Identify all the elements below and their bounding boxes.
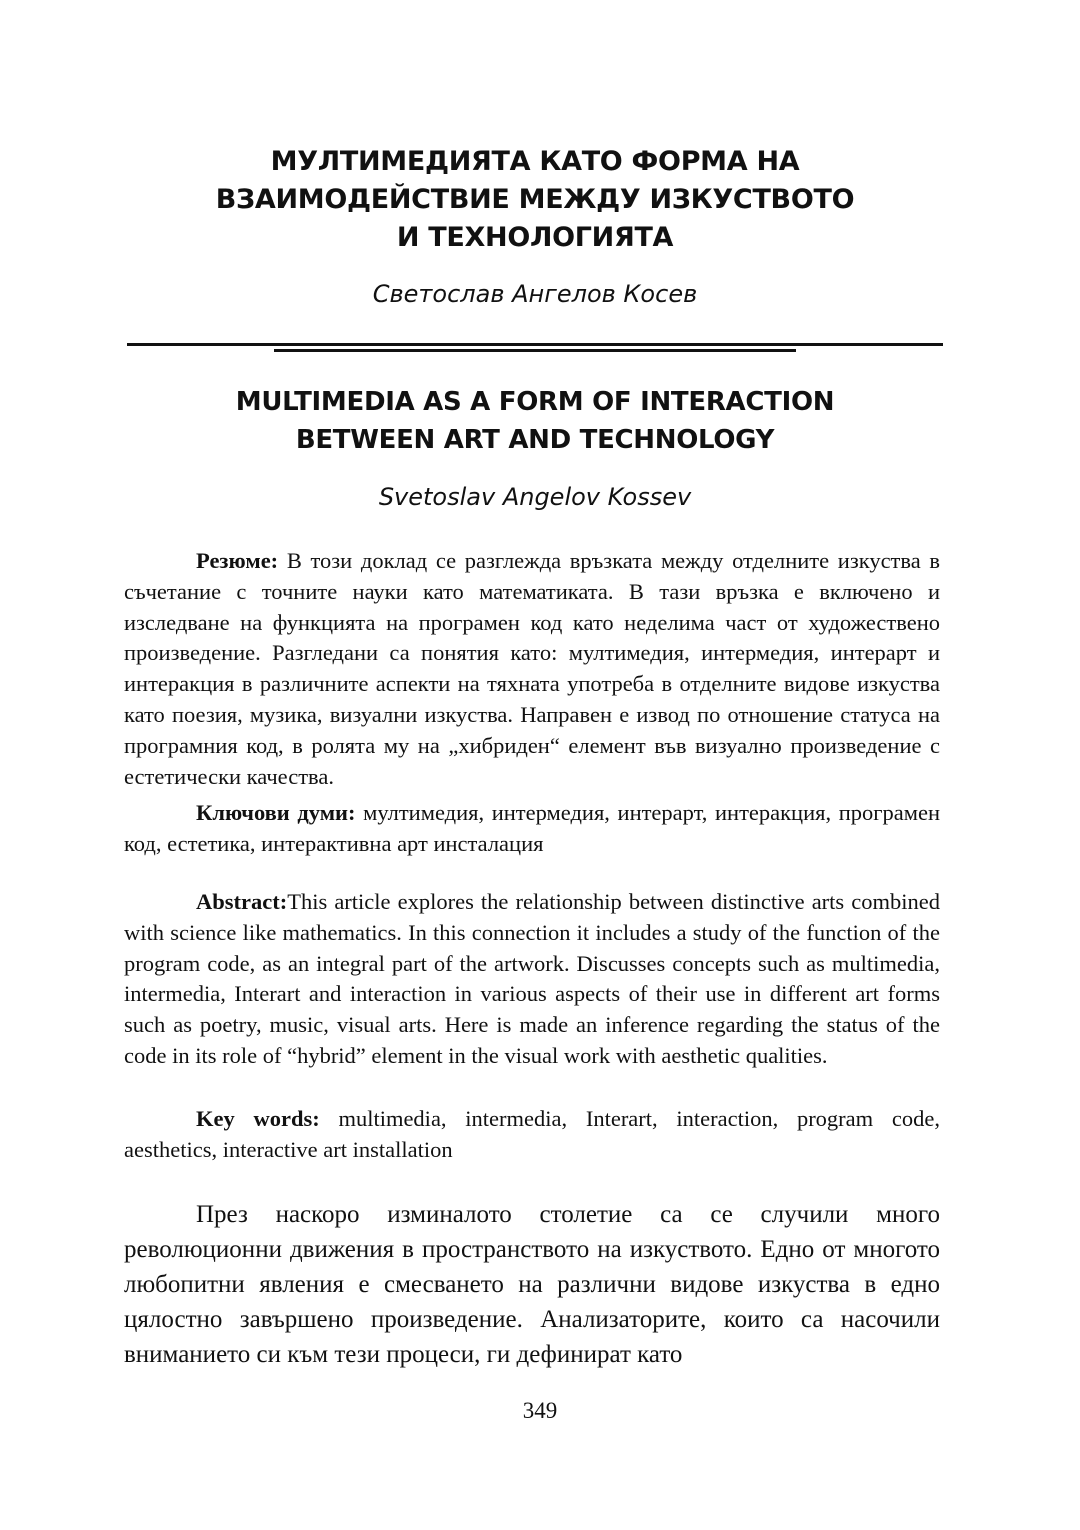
title-bg-line: И ТЕХНОЛОГИЯТА (396, 222, 674, 253)
author-bulgarian: Светослав Ангелов Косев (372, 280, 698, 308)
body-paragraph: През наскоро изминалото столетие са се случили много революционни движения в пространството на изкуството. Едно от многото любопитни явления е смесването на различни видове изкуства в едно цялостно завършено произведение. Анализаторите, които са насочили вниманието си към тези процеси, ги дефинират като (124, 1201, 940, 1368)
title-english (130, 383, 940, 459)
title-en-line: MULTIMEDIA AS A FORM OF INTERACTION (235, 387, 835, 417)
keywords-en-paragraph (124, 1104, 940, 1166)
title-en-line: BETWEEN ART AND TECHNOLOGY (295, 425, 775, 455)
keywords-bg-label: Ключови думи: (196, 800, 356, 825)
keywords-en-label: Key words: (196, 1106, 320, 1131)
divider-short (274, 349, 796, 352)
title-bg-line: ВЗАИМОДЕЙСТВИЕ МЕЖДУ ИЗКУСТВОТО (215, 184, 855, 215)
keywords-bg-text: мултимедия, интермедия, интерарт, интеракция, програмен код, естетика, интерактивна арт инсталация (124, 800, 940, 856)
author-english: Svetoslav Angelov Kossev (378, 483, 692, 511)
abstract-text: This article explores the relationship between distinctive arts combined with science like mathematics. In this connection it includes a study of the function of the program code, as an integral part of the artwork. Discusses concepts such as multimedia, intermedia, Interart and interaction in various aspects of their use in different art forms such as poetry, music, visual arts. Here is made an inference regarding the status of the code in its role of “hybrid” element in the visual work with aesthetic qualities. (124, 889, 940, 1068)
divider-long (127, 343, 943, 346)
title-bg-line: МУЛТИМЕДИЯТА КАТО ФОРМА НА (270, 146, 800, 177)
resume-text: В този доклад се разглежда връзката между отделните изкуства в съчетание с точните науки като математиката. В тази връзка е включено и изследване на функцията на програмен код като неделима част от художествено произведение. Разгледани са понятия като: мултимедия, интермедия, интерарт и интеракция в различните аспекти на тяхната употреба в отделните видове изкуства като поезия, музика, визуални изкуства. Направен е извод по отношение статуса на програмния код, в ролята му на „хибриден“ елемент във визуално произведение с естетически качества. (124, 548, 940, 789)
resume-label: Резюме: (196, 548, 279, 573)
resume-paragraph (124, 546, 940, 792)
title-bulgarian (130, 143, 940, 257)
abstract-paragraph (124, 887, 940, 1072)
abstract-label: Abstract: (196, 889, 288, 914)
keywords-bg-paragraph (124, 798, 940, 860)
page-number: 349 (522, 1398, 558, 1423)
keywords-en-text: multimedia, intermedia, Interart, interaction, program code, aesthetics, interactive art installation (124, 1106, 940, 1162)
